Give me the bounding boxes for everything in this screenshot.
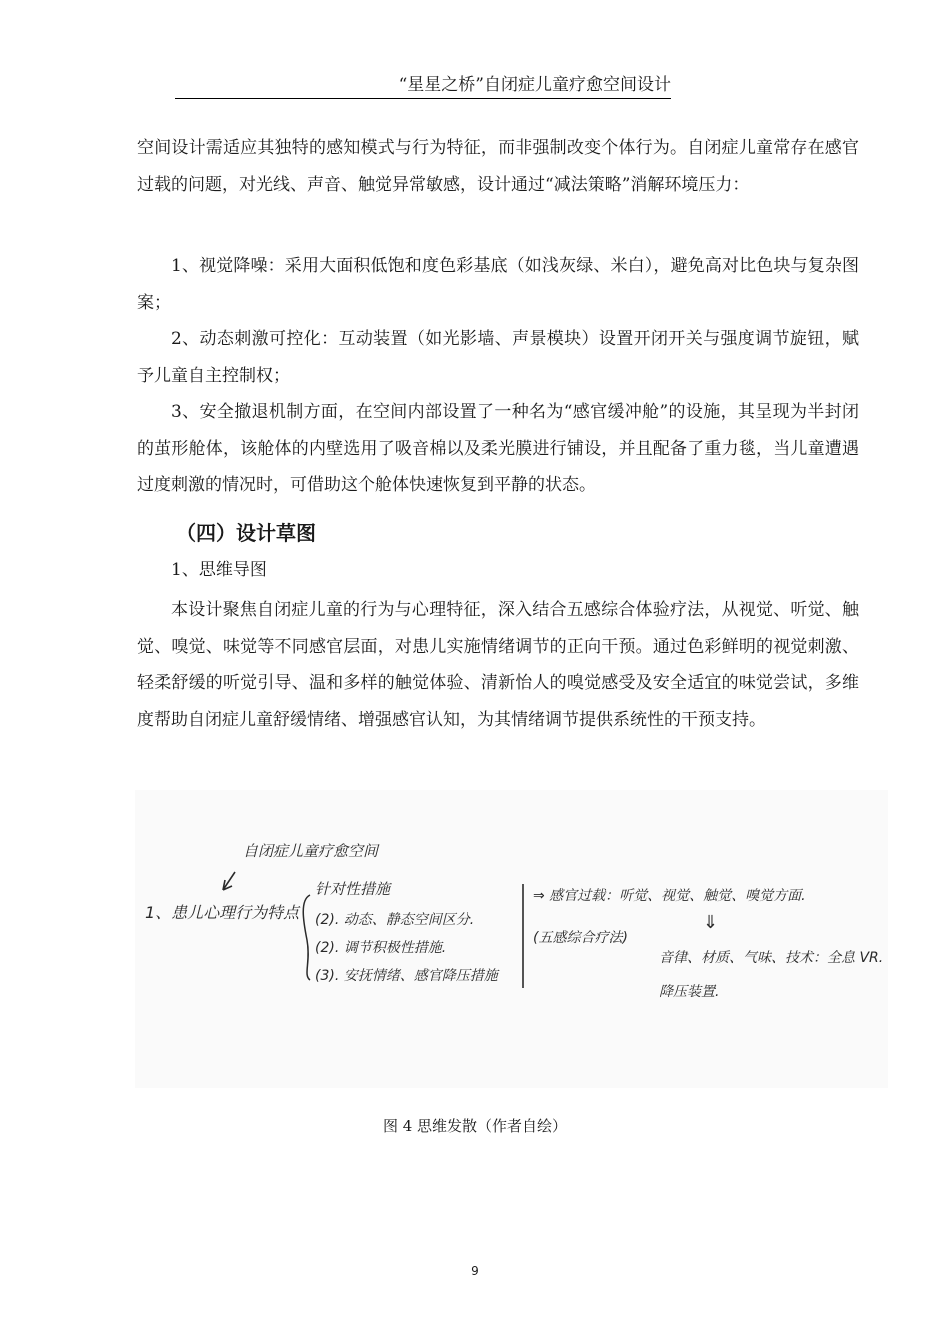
sketch-left-item: 1、患儿心理行为特点 bbox=[145, 903, 300, 922]
sketch-right-result-2: 降压装置. bbox=[659, 984, 720, 1000]
sketch-branch-3: (3). 安抚情绪、感官降压措施 bbox=[315, 968, 498, 984]
sketch-right-head: ⇒ 感官过载：听觉、视觉、触觉、嗅觉方面. bbox=[533, 888, 806, 904]
paragraph-sensory-intro: 空间设计需适应其独特的感知模式与行为特征，而非强制改变个体行为。自闭症儿童常存在感官过载的问题，对光线、声音、触觉异常敏感，设计通过“减法策略”消解环境压力： bbox=[137, 138, 859, 195]
paragraph-visual-noise: 1、视觉降噪：采用大面积低饱和度色彩基底（如浅灰绿、米白），避免高对比色块与复杂图案； bbox=[137, 256, 859, 313]
sub-heading-mind-map: 1、思维导图 bbox=[171, 560, 267, 580]
running-header: “星星之桥”自闭症儿童疗愈空间设计 bbox=[175, 74, 671, 99]
sketch-canvas bbox=[135, 790, 888, 1088]
sketch-down-arrow: ⇓ bbox=[703, 912, 719, 933]
mind-map-sketch bbox=[135, 790, 888, 1088]
sketch-bracket-left bbox=[303, 895, 310, 980]
sketch-top-note: 自闭症儿童疗愈空间 bbox=[243, 842, 379, 860]
paragraph-dynamic-control: 2、动态刺激可控化：互动装置（如光影墙、声景模块）设置开闭开关与强度调节旋钮，赋予儿童自主控制权； bbox=[137, 329, 859, 386]
paragraph-safe-retreat: 3、安全撤退机制方面，在空间内部设置了一种名为“感官缓冲舱”的设施，其呈现为半封闭的茧形舱体，该舱体的内壁选用了吸音棉以及柔光膜进行铺设，并且配备了重力毯，当儿童遭遇过度刺激的情况时，可借助这个舱体快速恢复到平静的状态。 bbox=[137, 402, 859, 495]
sketch-arrow-down-left bbox=[223, 872, 235, 890]
sketch-branch-2: (2). 调节积极性措施. bbox=[315, 940, 447, 956]
figure-caption: 图 4 思维发散（作者自绘） bbox=[382, 1117, 568, 1135]
sketch-branch-1: (2). 动态、静态空间区分. bbox=[315, 912, 475, 928]
section-heading: （四）设计草图 bbox=[176, 521, 316, 545]
page-number: 9 bbox=[471, 1264, 479, 1278]
sketch-branch-title: 针对性措施 bbox=[315, 880, 391, 898]
sketch-right-method: (五感综合疗法) bbox=[533, 930, 628, 946]
sketch-right-result-1: 音律、材质、气味、技术：全息 VR. bbox=[659, 950, 884, 966]
paragraph-five-senses: 本设计聚焦自闭症儿童的行为与心理特征，深入结合五感综合体验疗法，从视觉、听觉、触觉、嗅觉、味觉等不同感官层面，对患儿实施情绪调节的正向干预。通过色彩鲜明的视觉刺激、轻柔舒缓的听觉引导、温和多样的触觉体验、清新怡人的嗅觉感受及安全适宜的味觉尝试，多维度帮助自闭症儿童舒缓情绪、增强感官认知，为其情绪调节提供系统性的干预支持。 bbox=[137, 600, 859, 730]
